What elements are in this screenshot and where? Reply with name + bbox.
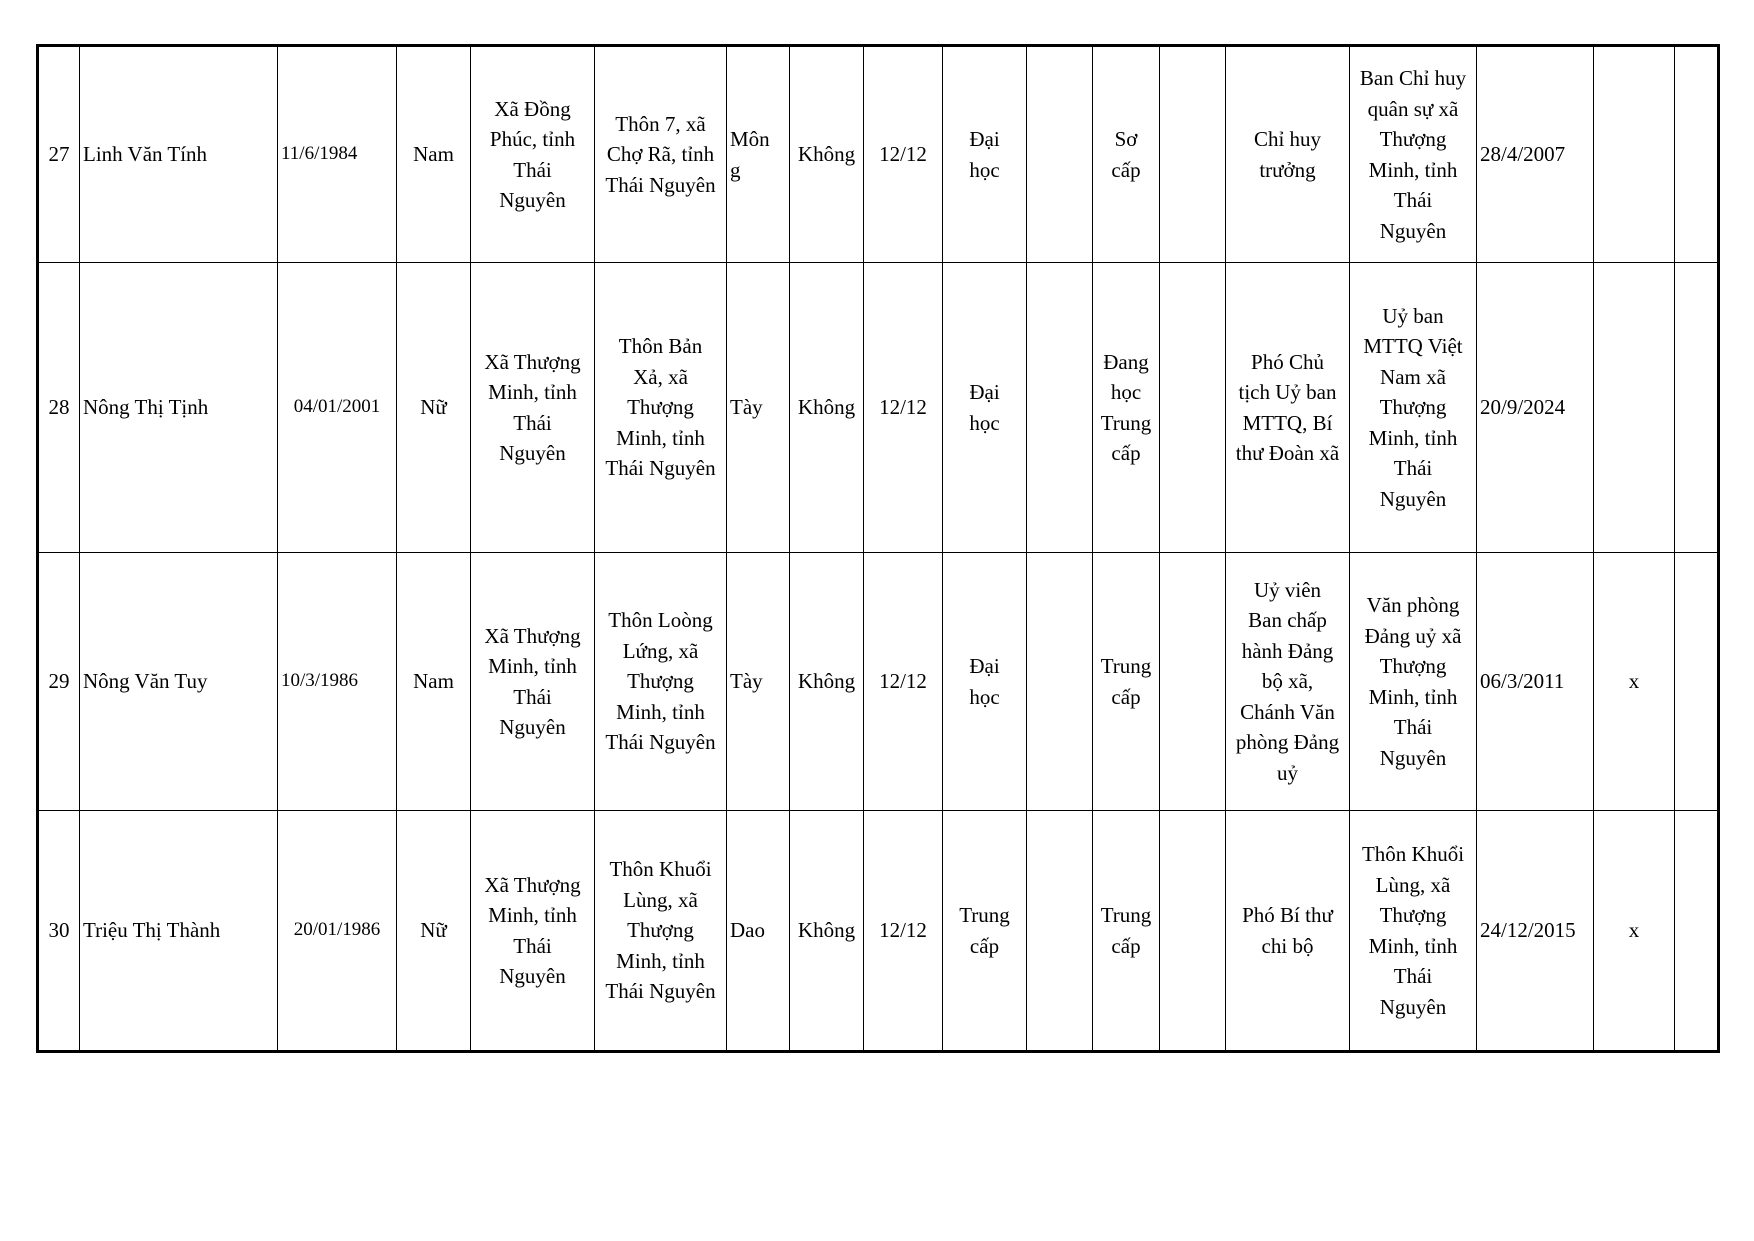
cell-gender [397, 811, 471, 1052]
cell-name [80, 46, 278, 263]
cell-text: 30 [48, 918, 70, 943]
cell-text: 12/12 [879, 669, 927, 694]
cell-residence [595, 46, 727, 263]
cell-text: Thôn Khuổi Lùng, xã Thượng Minh, tỉnh Thái Nguyên [605, 857, 716, 1004]
cell-dob [278, 553, 397, 811]
cell-text: Xã Thượng Minh, tỉnh Thái Nguyên [484, 623, 581, 739]
cell-col-18 [1675, 811, 1719, 1052]
cell-professional-education [943, 263, 1027, 553]
cell-gender [397, 263, 471, 553]
cell-political-theory [1093, 553, 1160, 811]
table-row [38, 553, 1719, 811]
cell-text: Không [797, 669, 856, 694]
cell-col-13 [1160, 553, 1226, 811]
cell-workplace [1350, 553, 1477, 811]
cell-general-education [864, 553, 943, 811]
cell-residence [595, 811, 727, 1052]
cell-text: Uỷ viên Ban chấp hành Đảng bộ xã, Chánh Văn phòng Đảng uỷ [1235, 577, 1340, 785]
cell-text: Nam [413, 669, 454, 694]
cell-col-11 [1027, 553, 1093, 811]
cell-col-11 [1027, 46, 1093, 263]
cell-general-education [864, 46, 943, 263]
cell-text: Không [797, 395, 856, 420]
cell-workplace [1350, 263, 1477, 553]
cell-text: 29 [48, 669, 70, 694]
table-row [38, 811, 1719, 1052]
cell-gender [397, 553, 471, 811]
cell-party-join-date [1477, 263, 1594, 553]
cell-party-join-date [1477, 811, 1594, 1052]
cell-text: Xã Thượng Minh, tỉnh Thái Nguyên [484, 349, 581, 465]
cell-political-theory [1093, 263, 1160, 553]
cell-text: Nữ [420, 918, 447, 943]
cell-text: 10/3/1986 [281, 670, 359, 692]
cell-text: Đại học [969, 654, 1000, 709]
cell-text: Uỷ ban MTTQ Việt Nam xã Thượng Minh, tỉnh Thái Nguyên [1363, 303, 1463, 511]
cell-text: Chỉ huy trưởng [1253, 127, 1322, 182]
cell-text: Không [797, 918, 856, 943]
cell-text: 27 [48, 142, 70, 167]
cell-gender [397, 46, 471, 263]
cell-name [80, 263, 278, 553]
cell-stt [38, 811, 80, 1052]
cell-religion [790, 811, 864, 1052]
cell-political-theory [1093, 46, 1160, 263]
cell-text: Sơ cấp [1111, 127, 1141, 182]
cell-text: Thôn Loòng Lứng, xã Thượng Minh, tỉnh Thái Nguyên [605, 608, 716, 755]
member-roster-table [36, 44, 1720, 1053]
cell-text: Phó Chủ tịch Uỷ ban MTTQ, Bí thư Đoàn xã [1235, 349, 1340, 465]
cell-text: 06/3/2011 [1480, 669, 1565, 694]
cell-residence [595, 553, 727, 811]
cell-text: 12/12 [879, 142, 927, 167]
cell-hometown [471, 553, 595, 811]
cell-col-18 [1675, 553, 1719, 811]
cell-text: Thôn 7, xã Chợ Rã, tỉnh Thái Nguyên [605, 111, 716, 197]
cell-ethnicity [727, 46, 790, 263]
cell-text: Thôn Khuổi Lùng, xã Thượng Minh, tỉnh Thái Nguyên [1361, 842, 1465, 1019]
cell-text: Thôn Bản Xả, xã Thượng Minh, tỉnh Thái Nguyên [605, 334, 716, 481]
cell-text: Không [797, 142, 856, 167]
cell-workplace [1350, 46, 1477, 263]
cell-col-13 [1160, 46, 1226, 263]
cell-dob [278, 811, 397, 1052]
cell-text: Đại học [969, 127, 1000, 182]
cell-dob [278, 46, 397, 263]
table-row [38, 263, 1719, 553]
cell-text: Ban Chỉ huy quân sự xã Thượng Minh, tỉnh Thái Nguyên [1359, 66, 1467, 243]
cell-col-11 [1027, 263, 1093, 553]
cell-text: x [1628, 669, 1640, 694]
cell-text: Nông Thị Tịnh [83, 395, 209, 420]
cell-stt [38, 553, 80, 811]
cell-col-13 [1160, 263, 1226, 553]
cell-text: Nữ [420, 395, 447, 420]
cell-text: 20/01/1986 [293, 919, 381, 941]
cell-text: Nam [413, 142, 454, 167]
cell-col-11 [1027, 811, 1093, 1052]
cell-professional-education [943, 46, 1027, 263]
cell-name [80, 553, 278, 811]
cell-ethnicity [727, 811, 790, 1052]
cell-professional-education [943, 553, 1027, 811]
cell-text: Môn g [730, 127, 770, 182]
cell-political-theory [1093, 811, 1160, 1052]
cell-text: 12/12 [879, 395, 927, 420]
cell-col-18 [1675, 46, 1719, 263]
cell-text: 20/9/2024 [1480, 395, 1566, 420]
table-row [38, 46, 1719, 263]
cell-workplace [1350, 811, 1477, 1052]
cell-stt [38, 263, 80, 553]
cell-ethnicity [727, 263, 790, 553]
cell-text: Văn phòng Đảng uỷ xã Thượng Minh, tỉnh Thái Nguyên [1364, 593, 1462, 770]
cell-religion [790, 46, 864, 263]
cell-text: Phó Bí thư chi bộ [1242, 903, 1333, 958]
cell-text: Đang học Trung cấp [1100, 349, 1152, 465]
cell-religion [790, 263, 864, 553]
cell-party-join-date [1477, 46, 1594, 263]
cell-text: 11/6/1984 [281, 143, 358, 165]
cell-party-join-date [1477, 553, 1594, 811]
cell-text: 28/4/2007 [1480, 142, 1566, 167]
cell-text: 04/01/2001 [293, 396, 381, 418]
cell-text: Tày [730, 669, 763, 694]
cell-text: Linh Văn Tính [83, 142, 208, 167]
cell-general-education [864, 811, 943, 1052]
cell-mark [1594, 46, 1675, 263]
cell-col-18 [1675, 263, 1719, 553]
cell-mark [1594, 553, 1675, 811]
cell-text: Đại học [969, 380, 1000, 435]
cell-text: Trung cấp [959, 903, 1010, 958]
cell-stt [38, 46, 80, 263]
cell-position [1226, 811, 1350, 1052]
cell-text: Trung cấp [1100, 654, 1152, 709]
cell-position [1226, 263, 1350, 553]
cell-text: 24/12/2015 [1480, 918, 1576, 943]
cell-dob [278, 263, 397, 553]
cell-text: Xã Thượng Minh, tỉnh Thái Nguyên [484, 872, 581, 988]
cell-text: Triệu Thị Thành [83, 918, 221, 943]
cell-general-education [864, 263, 943, 553]
cell-hometown [471, 263, 595, 553]
cell-name [80, 811, 278, 1052]
cell-text: Dao [730, 918, 765, 943]
cell-text: Xã Đồng Phúc, tỉnh Thái Nguyên [489, 96, 576, 212]
cell-residence [595, 263, 727, 553]
cell-col-13 [1160, 811, 1226, 1052]
cell-position [1226, 553, 1350, 811]
cell-mark [1594, 263, 1675, 553]
cell-hometown [471, 811, 595, 1052]
cell-ethnicity [727, 553, 790, 811]
cell-hometown [471, 46, 595, 263]
cell-text: 28 [48, 395, 70, 420]
cell-religion [790, 553, 864, 811]
cell-text: x [1628, 918, 1640, 943]
cell-text: Nông Văn Tuy [83, 669, 208, 694]
cell-position [1226, 46, 1350, 263]
cell-text: Trung cấp [1100, 903, 1152, 958]
cell-text: 12/12 [879, 918, 927, 943]
cell-mark [1594, 811, 1675, 1052]
cell-professional-education [943, 811, 1027, 1052]
cell-text: Tày [730, 395, 763, 420]
